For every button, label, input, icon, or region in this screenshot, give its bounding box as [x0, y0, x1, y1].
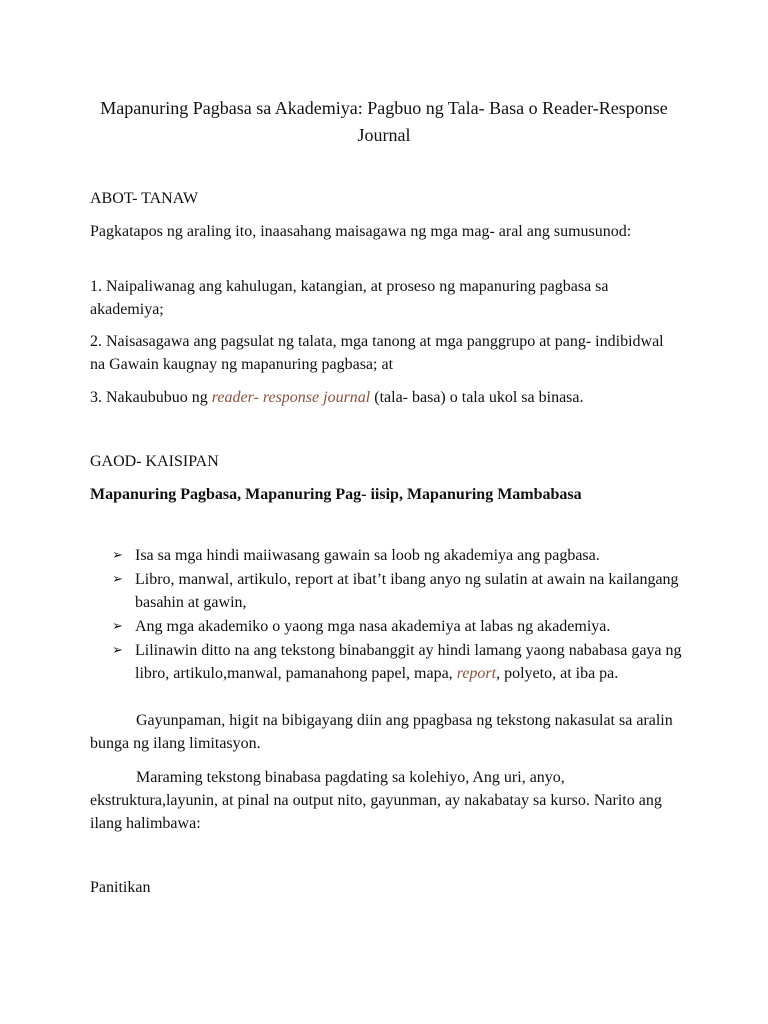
bullet-list: [112, 544, 682, 685]
bullet-text: Libro, manwal, artikulo, report at ibat’t ibang anyo ng sulatin at awain na kailangang basahin at gawin,: [135, 571, 679, 611]
objectives-intro: Pagkatapos ng araling ito, inaasahang maisagawa ng mga mag- aral ang sumusunod:: [90, 223, 632, 240]
bullet-text: Isa sa mga hindi maiiwasang gawain sa loob ng akademiya ang pagbasa.: [135, 547, 600, 564]
section-subheading: Mapanuring Pagbasa, Mapanuring Pag- iisip, Mapanuring Mambabasa: [90, 486, 582, 503]
bullet-4-italic: report: [456, 665, 497, 682]
bullet-item: [112, 544, 682, 567]
arrowhead-bullet-icon: ➢: [112, 572, 123, 587]
bullet-item: [112, 639, 682, 685]
objective-3-prefix: 3. Nakaububuo ng: [90, 389, 212, 406]
objective-3: [90, 386, 680, 409]
objective-2: 2. Naisasagawa ang pagsulat ng talata, mga tanong at mga panggrupo at pang- indibidwal na Gawain kaugnay ng mapanuring pagbasa; at: [90, 333, 664, 373]
bullet-item: [112, 568, 682, 614]
bullet-item: [112, 615, 682, 638]
section-heading-abot-tanaw: ABOT- TANAW: [90, 190, 199, 207]
paragraph-gayunpaman: Gayunpaman, higit na bibigayang diin ang ppagbasa ng tekstong nakasulat sa aralin bunga ng ilang limitasyon.: [90, 712, 673, 752]
arrowhead-bullet-icon: ➢: [112, 619, 123, 634]
bullet-text: Ang mga akademiko o yaong mga nasa akademiya at labas ng akademiya.: [135, 618, 611, 635]
objective-1: 1. Naipaliwanag ang kahulugan, katangian, at proseso ng mapanuring pagbasa sa akademiya;: [90, 278, 609, 318]
document-title: Mapanuring Pagbasa sa Akademiya: Pagbuo ng Tala- Basa o Reader-Response Journal: [100, 98, 668, 145]
bullet-text-4: [135, 642, 682, 682]
objective-3-italic: reader- response journal: [211, 389, 371, 406]
bullet-4-prefix: Lilinawin ditto na ang tekstong binabanggit ay hindi lamang yaong nababasa gaya ng libro, artikulo,manwal, pamanahong papel, mapa,: [135, 642, 682, 682]
panitikan-label: Panitikan: [90, 879, 151, 896]
section-heading-gaod-kaisipan: GAOD- KAISIPAN: [90, 453, 219, 470]
bullet-4-suffix: , polyeto, at iba pa.: [496, 665, 619, 682]
arrowhead-bullet-icon: ➢: [112, 643, 123, 658]
paragraph-maraming: Maraming tekstong binabasa pagdating sa kolehiyo, Ang uri, anyo, ekstruktura,layunin, at pinal na output nito, gayunman, ay nakabatay sa kurso. Narito ang ilang halimbawa:: [90, 769, 662, 832]
arrowhead-bullet-icon: ➢: [112, 548, 123, 563]
objective-3-suffix: (tala- basa) o tala ukol sa binasa.: [370, 389, 584, 406]
